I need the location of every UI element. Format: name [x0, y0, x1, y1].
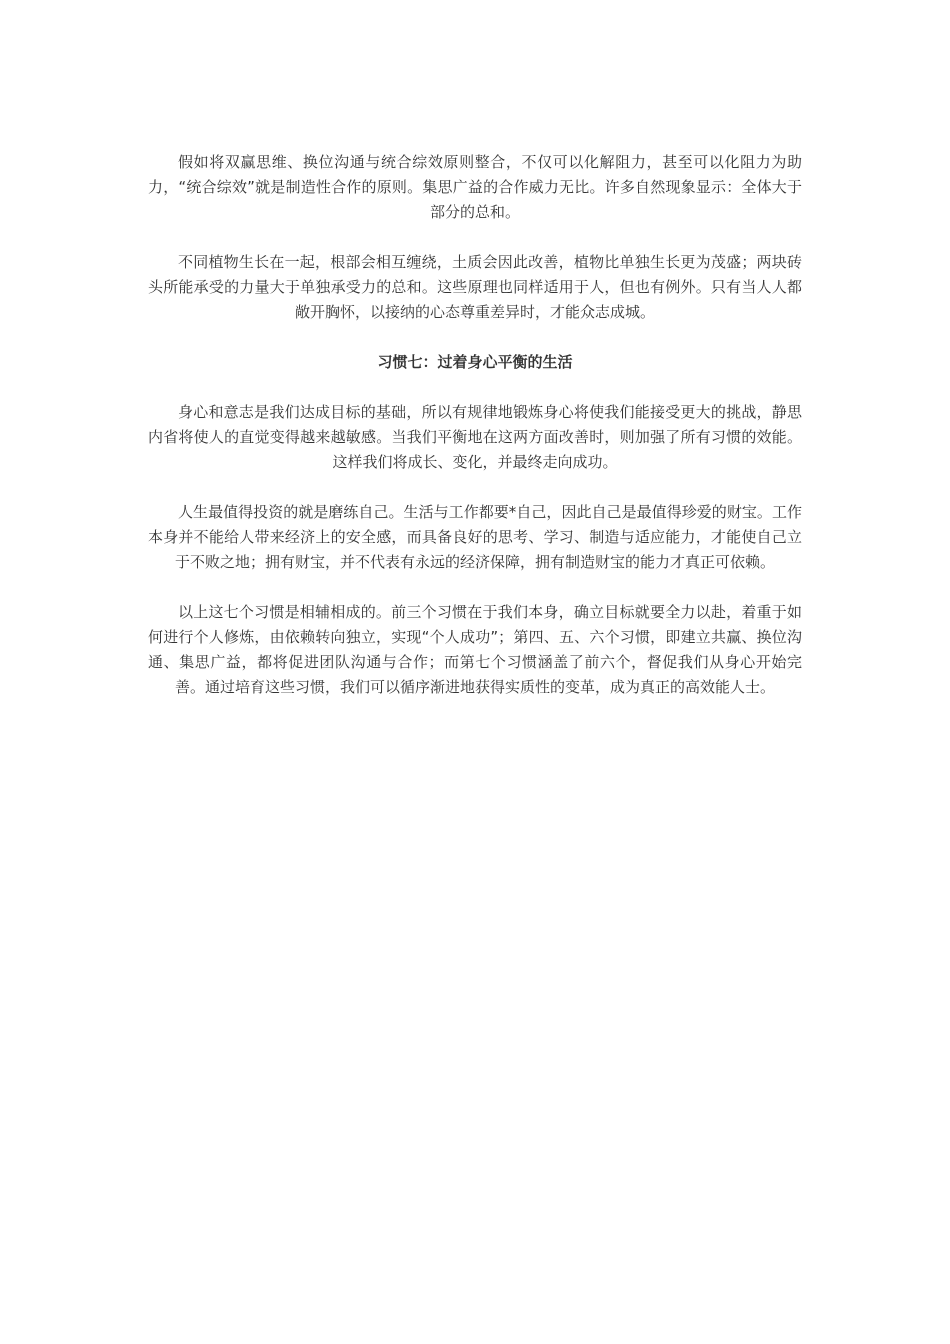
paragraph-synergy: 假如将双赢思维、换位沟通与统合综效原则整合，不仅可以化解阻力，甚至可以化阻力为助力，“统合综效”就是制造性合作的原则。集思广益的合作威力无比。许多自然现象显示：全体大于部分的总和。: [148, 153, 802, 221]
document-page: [148, 150, 802, 725]
paragraph-plants: 不同植物生长在一起，根部会相互缠绕，土质会因此改善，植物比单独生长更为茂盛；两块砖头所能承受的力量大于单独承受力的总和。这些原理也同样适用于人，但也有例外。只有当人人都敞开胸怀，以接纳的心态尊重差异时，才能众志成城。: [148, 253, 802, 321]
section-heading-habit-seven: 习惯七：过着身心平衡的生活: [377, 353, 573, 371]
paragraph-self-investment: 人生最值得投资的就是磨练自己。生活与工作都要*自己，因此自己是最值得珍爱的财宝。工作本身并不能给人带来经济上的安全感，而具备良好的思考、学习、制造与适应能力，才能使自己立于不败之地；拥有财宝，并不代表有永远的经济保障，拥有制造财宝的能力才真正可依赖。: [148, 503, 802, 571]
paragraph-summary: 以上这七个习惯是相辅相成的。前三个习惯在于我们本身，确立目标就要全力以赴，着重于如何进行个人修炼，由依赖转向独立，实现“个人成功”；第四、五、六个习惯，即建立共赢、换位沟通、集思广益，都将促进团队沟通与合作；而第七个习惯涵盖了前六个，督促我们从身心开始完善。通过培育这些习惯，我们可以循序渐进地获得实质性的变革，成为真正的高效能人士。: [148, 603, 802, 696]
paragraph-body-mind: 身心和意志是我们达成目标的基础，所以有规律地锻炼身心将使我们能接受更大的挑战，静思内省将使人的直觉变得越来越敏感。当我们平衡地在这两方面改善时，则加强了所有习惯的效能。这样我们将成长、变化，并最终走向成功。: [148, 403, 802, 471]
